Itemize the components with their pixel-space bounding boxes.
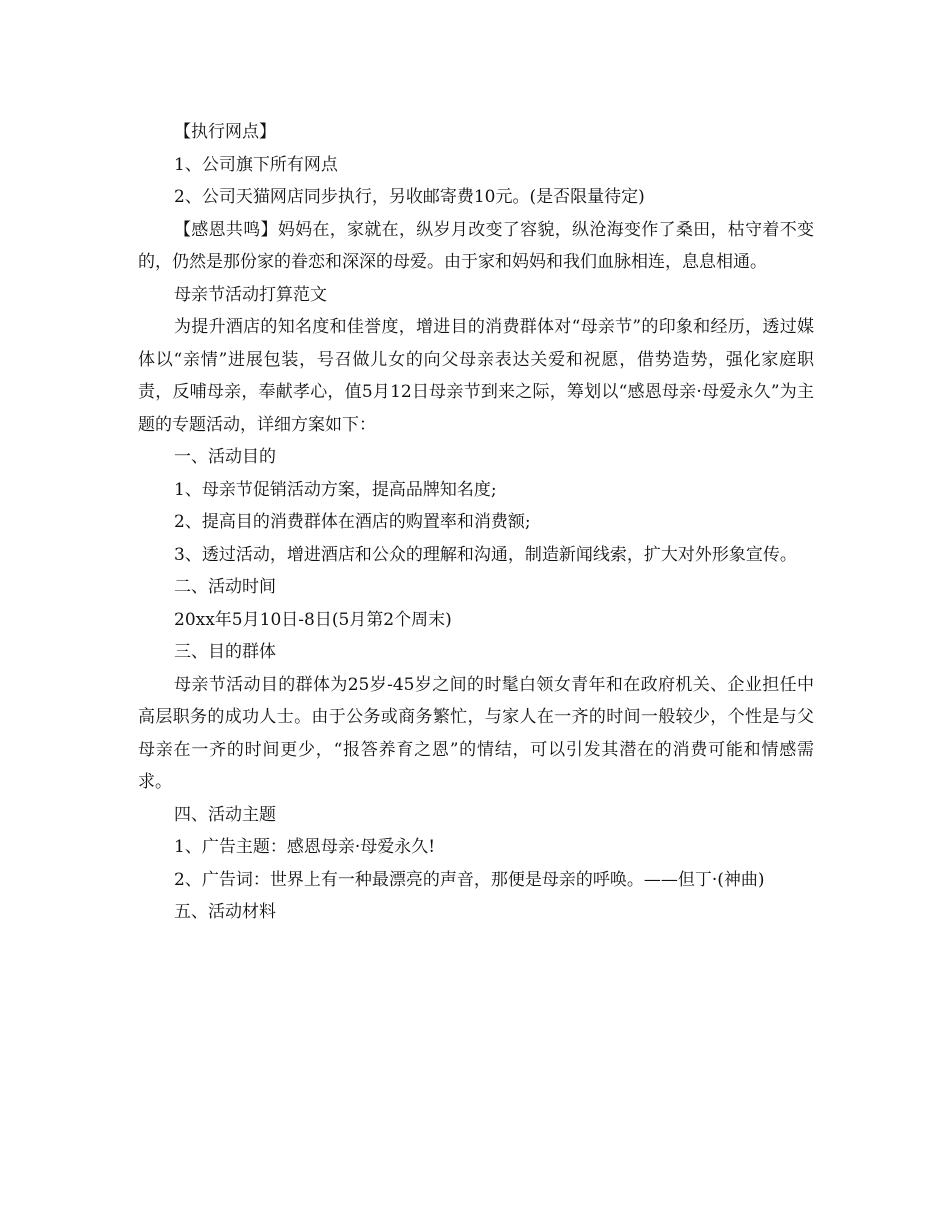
list-item: 1、广告主题：感恩母亲·母爱永久! [174,837,436,857]
section-heading-audience: 三、目的群体 [174,642,276,662]
list-item: 2、公司天猫网店同步执行，另收邮寄费10元。(是否限量待定) [174,187,645,207]
paragraph-audience: 母亲节活动目的群体为25岁-45岁之间的时髦白领女青年和在政府机关、企业担任中高层职务的成功人士。由于公务或商务繁忙，与家人在一齐的时间一般较少，个性是与父母亲在一齐的时间更少，“报答养育之恩”的情结，可以引发其潜在的消费可能和情感需求。 [138,674,814,792]
document-title: 母亲节活动打算范文 [174,284,327,305]
list-item: 1、公司旗下所有网点 [174,154,338,175]
section-heading-time: 二、活动时间 [174,577,276,597]
section-heading-purpose: 一、活动目的 [174,447,276,467]
list-item: 1、母亲节促销活动方案，提高品牌知名度; [174,479,497,500]
list-item: 3、透过活动，增进酒店和公众的理解和沟通，制造新闻线索，扩大对外形象宣传。 [174,544,797,565]
section-heading-materials: 五、活动材料 [174,902,276,922]
paragraph-resonance: 【感恩共鸣】妈妈在，家就在，纵岁月改变了容貌，纵沧海变作了桑田，枯守着不变的，仍然是那份家的眷恋和深深的母爱。由于家和妈妈和我们血脉相连，息息相通。 [138,219,814,272]
list-item: 2、广告词：世界上有一种最漂亮的声音，那便是母亲的呼唤。——但丁·(神曲) [174,869,765,890]
document-body [138,116,814,929]
section-heading-theme: 四、活动主题 [174,804,276,825]
section-heading-outlets: 【执行网点】 [174,122,276,142]
paragraph-date: 20xx年5月10日-8日(5月第2个周末) [174,609,452,630]
paragraph-intro: 为提升酒店的知名度和佳誉度，增进目的消费群体对“母亲节”的印象和经历，透过媒体以“亲情”进展包装，号召做儿女的向父母亲表达关爱和祝愿，借势造势，强化家庭职责，反哺母亲，奉献孝心，值5月12日母亲节到来之际，筹划以“感恩母亲·母爱永久”为主题的专题活动，详细方案如下： [138,317,814,435]
list-item: 2、提高目的消费群体在酒店的购置率和消费额; [174,512,531,532]
